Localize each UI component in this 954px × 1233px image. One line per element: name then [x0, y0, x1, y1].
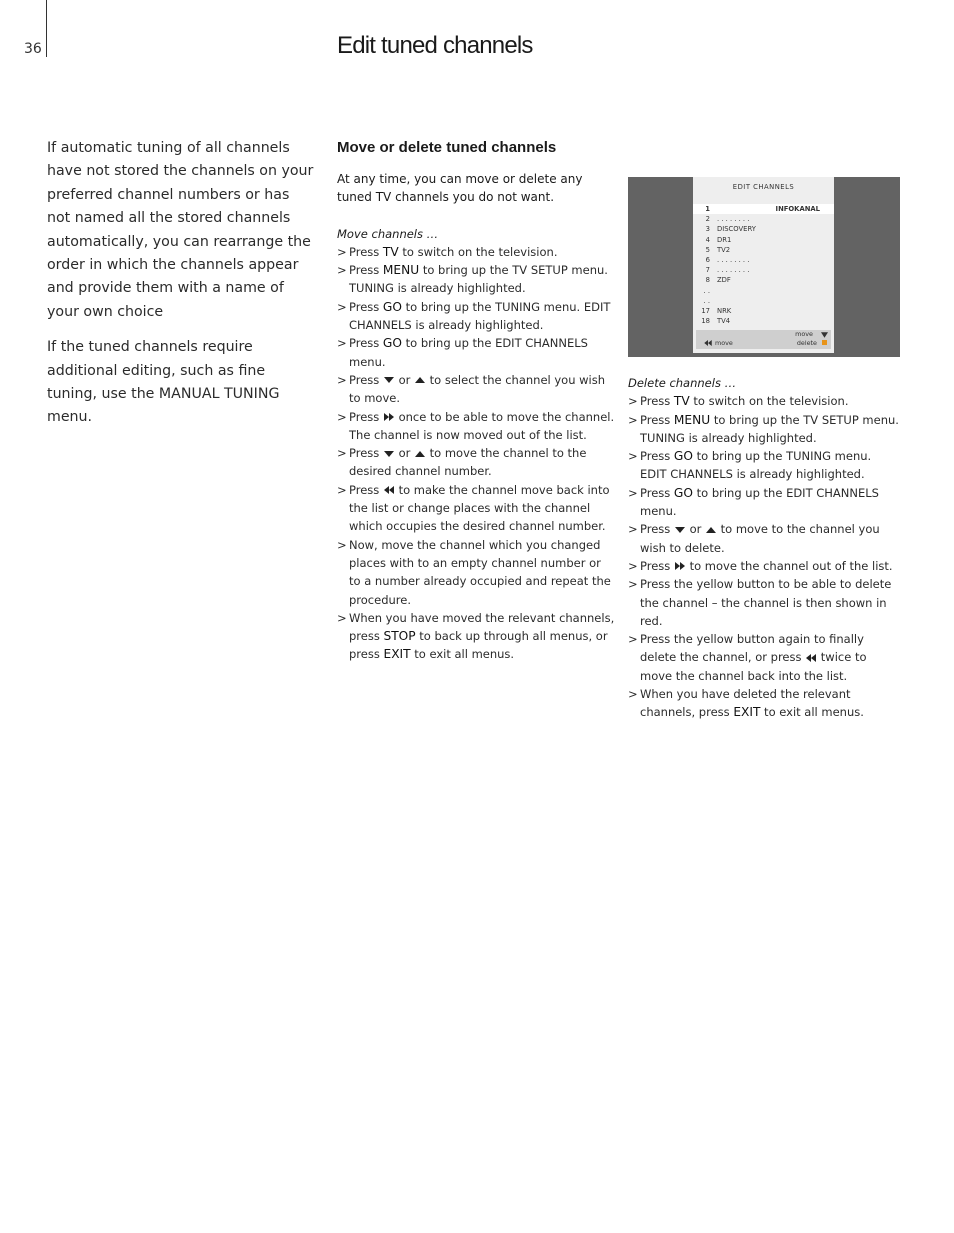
delete-step-2: [628, 411, 900, 448]
delete-step-8: [628, 630, 900, 685]
step-text: Press: [640, 522, 674, 537]
channel-row: [693, 255, 834, 265]
step-text: Press: [640, 485, 674, 500]
step-text: once to be able to move the channel. The channel is now moved out of the list.: [349, 409, 615, 442]
move-step-5: [337, 371, 615, 408]
move-step-9: > Now, move the channel which you changed places with to an empty channel number or to a number already occupied and repeat the procedure.: [337, 536, 615, 609]
stop-key: STOP: [383, 629, 416, 644]
channel-name: DR1: [717, 235, 732, 244]
exit-key: EXIT: [383, 647, 411, 662]
delete-step-3: [628, 447, 900, 484]
step-text: to back up through all menus, or press: [349, 629, 608, 662]
channel-name: . . . . . . . .: [717, 215, 750, 224]
move-step-1: [337, 243, 615, 261]
edit-channels-menu: [693, 177, 834, 353]
menu-title: EDIT CHANNELS: [732, 183, 795, 191]
arrow-up-icon: [415, 450, 425, 458]
channel-number: 8: [705, 276, 710, 285]
step-text: Press: [640, 412, 674, 427]
step-text: to bring up the TUNING menu. EDIT CHANNELS is already highlighted.: [640, 449, 872, 482]
move-step-7: [337, 444, 615, 481]
step-text: to move the channel out of the list.: [685, 558, 893, 573]
channel-name: TV4: [717, 317, 731, 326]
channel-number: 4: [705, 235, 710, 244]
step-text: to bring up the EDIT CHANNELS menu.: [640, 485, 879, 519]
channel-row: [693, 286, 834, 296]
step-text: Press: [349, 482, 383, 497]
channel-row: [693, 275, 834, 285]
menu-key: MENU: [673, 412, 711, 427]
arrow-up-icon: [706, 526, 716, 534]
channel-name: TV2: [717, 245, 731, 254]
delete-step-7: > Press the yellow button to be able to delete the channel – the channel is then shown in red.: [628, 575, 900, 630]
delete-subheading: Delete channels …: [628, 376, 737, 390]
tv-key: TV: [673, 394, 690, 409]
step-text: to move the channel to the desired channel number.: [349, 446, 587, 479]
step-text: Press: [349, 372, 383, 387]
step-text: to move to the channel you wish to delete.: [640, 522, 880, 555]
channel-row: [693, 204, 834, 214]
delete-column: [628, 374, 900, 722]
step-text: or: [685, 522, 705, 537]
channel-row: [693, 245, 834, 255]
page-number: 36: [24, 41, 42, 57]
step-text: Press: [349, 299, 383, 314]
step-text: to make the channel move back into the list or change places with the channel which occupies the desired channel number.: [349, 482, 610, 534]
footer-delete: delete: [796, 339, 817, 347]
move-step-2: [337, 261, 615, 298]
channel-name: . . . . . . . .: [717, 255, 750, 264]
intro-paragraph-2: If the tuned channels require additional editing, such as fine tuning, use the MANUAL TUNING menu.: [47, 339, 280, 426]
step-text: Press: [349, 263, 383, 278]
channel-name: ZDF: [717, 276, 731, 285]
step-text: to switch on the television.: [398, 244, 558, 259]
step-text: Press: [349, 409, 383, 424]
channel-number: 6: [705, 255, 710, 264]
channel-number: 5: [705, 245, 710, 254]
arrow-up-icon: [415, 376, 425, 384]
menu-footer: [696, 330, 831, 349]
go-key: GO: [673, 485, 693, 500]
exit-key: EXIT: [733, 705, 761, 720]
move-column: [337, 138, 615, 664]
arrow-down-icon: [384, 450, 394, 458]
delete-steps: [628, 392, 900, 721]
move-steps: [337, 243, 615, 664]
step-text: Press: [349, 336, 383, 351]
rewind-icon: [384, 485, 394, 495]
channel-number: 2: [705, 215, 710, 224]
step-text: Press: [640, 394, 674, 409]
rewind-icon: [806, 653, 816, 663]
channel-number: . .: [703, 286, 710, 295]
channel-name: . . . . . . . .: [717, 266, 750, 275]
move-step-3: [337, 298, 615, 335]
channel-name: DISCOVERY: [717, 225, 756, 234]
channel-row: [693, 296, 834, 306]
channel-row: [693, 316, 834, 326]
step-text: Press: [349, 244, 383, 259]
channel-row: [693, 224, 834, 234]
yellow-button-icon: [822, 340, 827, 345]
step-text: to bring up the TUNING menu. EDIT CHANNELS is already highlighted.: [349, 299, 611, 333]
arrow-down-icon: [821, 332, 828, 338]
rewind-icon: [704, 340, 712, 346]
channel-number: 1: [705, 205, 710, 213]
fast-forward-icon: [675, 561, 685, 571]
intro-text: [47, 137, 315, 442]
footer-move-right: move: [795, 330, 813, 338]
go-key: GO: [673, 449, 693, 464]
delete-step-6: [628, 557, 900, 575]
step-text: to exit all menus.: [760, 705, 864, 720]
move-subheading: Move channels …: [337, 226, 439, 241]
tv-key: TV: [382, 244, 399, 259]
step-text: Press: [640, 449, 674, 464]
channel-row: [693, 265, 834, 275]
step-text: to select the channel you wish to move.: [349, 372, 606, 406]
channel-number: . .: [703, 296, 710, 305]
delete-step-4: [628, 484, 900, 521]
section-heading: Move or delete tuned channels: [337, 139, 557, 156]
footer-move-left: move: [715, 339, 733, 347]
channel-row: [693, 235, 834, 245]
step-text: Press: [640, 558, 674, 573]
move-step-10: [337, 609, 615, 664]
channel-number: 18: [701, 317, 710, 326]
channel-name: NRK: [717, 306, 732, 315]
step-text: When you have deleted the relevant channels, press: [640, 687, 851, 720]
move-step-4: [337, 334, 615, 371]
step-text: to bring up the EDIT CHANNELS menu.: [349, 336, 588, 369]
step-text: to exit all menus.: [410, 647, 515, 662]
channel-row: [693, 214, 834, 224]
step-text: to bring up the TV SETUP menu. TUNING is already highlighted.: [640, 412, 899, 445]
arrow-down-icon: [384, 376, 394, 384]
menu-key: MENU: [382, 263, 420, 278]
channel-list: [693, 204, 834, 326]
channel-name: INFOKANAL: [775, 205, 820, 213]
step-text: Press the yellow button again to finally delete the channel, or press: [640, 632, 864, 665]
arrow-down-icon: [675, 526, 685, 534]
step-text: or: [394, 446, 414, 461]
margin-rule: [46, 0, 47, 57]
move-step-6: [337, 408, 615, 445]
move-step-8: [337, 481, 615, 536]
channel-number: 17: [701, 306, 710, 315]
fast-forward-icon: [384, 412, 394, 422]
delete-step-9: [628, 685, 900, 722]
edit-channels-screen: [628, 177, 900, 357]
step-text: When you have moved the relevant channels, press: [349, 610, 615, 644]
channel-number: 7: [705, 266, 710, 275]
step-text: to switch on the television.: [689, 394, 849, 409]
step-text: to bring up the TV SETUP menu. TUNING is already highlighted.: [349, 263, 608, 296]
step-text: Press: [349, 446, 383, 461]
section-lead: At any time, you can move or delete any tuned TV channels you do not want.: [337, 172, 583, 205]
step-text: twice to move the channel back into the list.: [640, 650, 867, 683]
step-text: or: [394, 372, 414, 387]
delete-step-1: [628, 392, 900, 410]
channel-number: 3: [705, 225, 710, 234]
channel-row: [693, 306, 834, 316]
delete-step-5: [628, 520, 900, 557]
intro-paragraph-1: If automatic tuning of all channels have not stored the channels on your preferred channel numbers or has not named all the stored channels automatically, you can rearrange the order in which the channels appear and provide them with a name of your own choice: [47, 140, 314, 320]
go-key: GO: [382, 299, 402, 314]
page-title: Edit tuned channels: [337, 32, 533, 59]
go-key: GO: [382, 336, 402, 351]
